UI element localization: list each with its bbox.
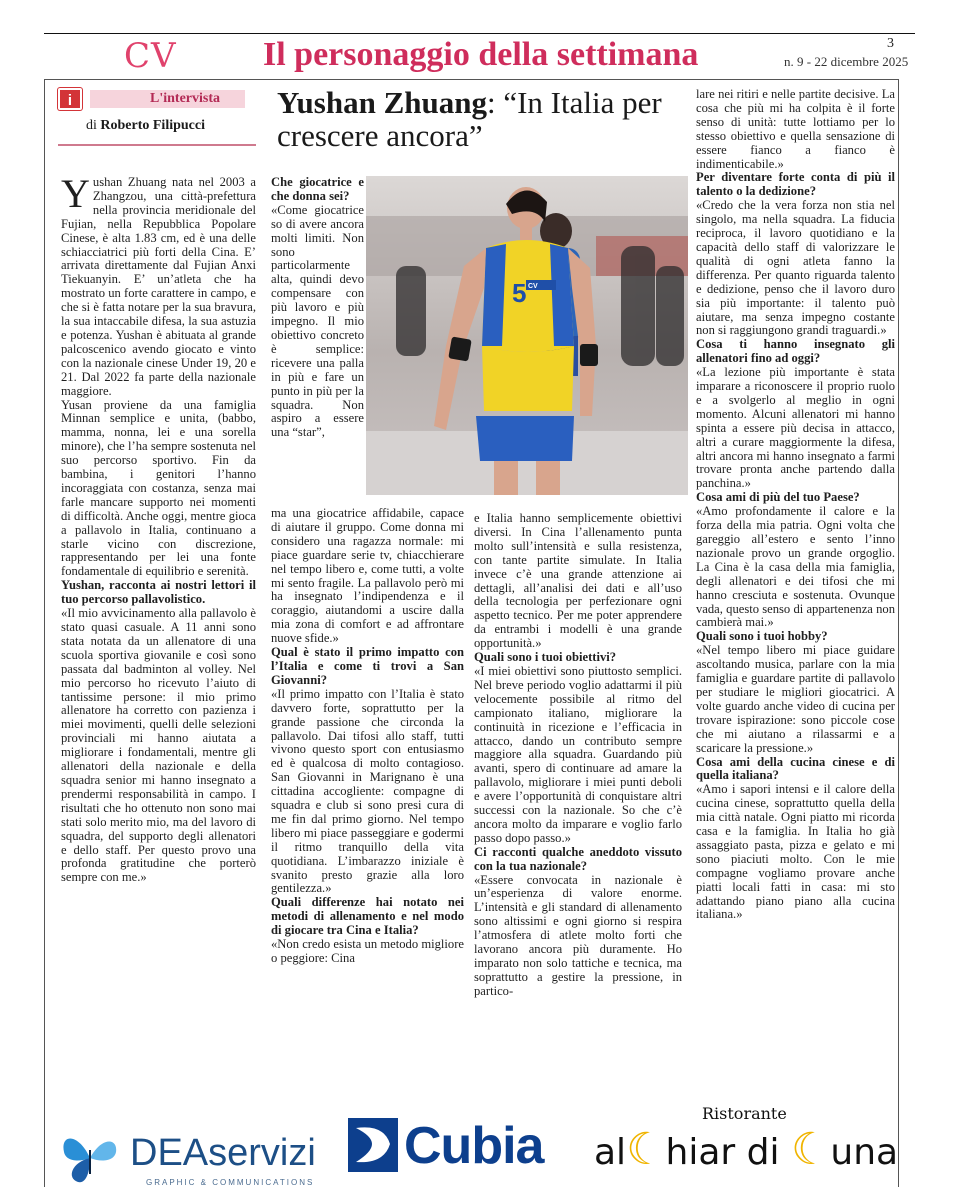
answer-paragraph: «Nel tempo libero mi piace guidare ascoltando musica, parlare con la mia famiglia e guardare partite di pallavolo per studiare le migliori giocatrici. A volte guardo anche video di cucina per trovare ispirazione: sono piccole cose che mi aiutano a rilassarmi e a scaricare la pressione.» — [696, 643, 895, 755]
byline-rule — [58, 144, 256, 146]
headline — [277, 86, 687, 152]
question-heading: Quali differenze hai notato nei metodi di allenamento e nel modo di giocare tra Cina e Italia? — [271, 895, 464, 938]
headline-name: Yushan Zhuang — [277, 85, 487, 120]
butterfly-icon — [58, 1128, 122, 1188]
sponsor-badge-1: CV — [528, 283, 538, 290]
question-heading: Per diventare forte conta di più il talento o la dedizione? — [696, 170, 895, 199]
question-heading: Quali sono i tuoi hobby? — [696, 629, 828, 644]
question-heading: Cosa ti hanno insegnato gli allenatori fino ad oggi? — [696, 337, 895, 366]
answer-paragraph: «I miei obiettivi sono piuttosto semplici. Nel breve periodo voglio adattarmi il più velocemente possibile al ritmo del campionato italiano, migliorare la continuità in ricezione e l’efficacia in attacco, dando un contributo sempre maggiore alla squadra. Guardando più avanti, spero di continuare ad amare la pallavolo, migliorare i miei punti deboli e avere l’opportunità di conquistare altri successi con la nazionale. So che c’è ancora molto da imparare e voglio farlo passo dopo passo.» — [474, 663, 682, 845]
answer-paragraph: ma una giocatrice affidabile, capace di aiutare il gruppo. Come donna mi considero una ragazza normale: mi piace guardare serie tv, chiacchierare nel tempo libero e, come tutti, a volte mi sento fragile. La pallavolo però mi ha insegnato l’indipendenza e il coraggio, aiutandomi a uscire dalla mia zona di comfort e ad affrontare nuove sfide.» — [271, 506, 464, 646]
answer-paragraph: «La lezione più importante è stata imparare a riconoscere il proprio ruolo e a svolgerlo al meglio in ogni momento. Alcuni allenatori mi hanno spinta a essere più decisa in attacco, altri a curare maggiormente la difesa, altri ancora mi hanno insegnato a farmi trovare pronta anche partendo dalla panchina.» — [696, 365, 895, 491]
answer-paragraph: «Credo che la vera forza non stia nel singolo, ma nella squadra. La fiducia reciproca, il lavoro quotidiano e la capacità dello staff di valorizzare le qualità di ogni atleta fanno la differenza. Per quanto riguarda talento e dedizione, penso che il lavoro duro sia più importante: il talento può aiutare, ma senza impegno costante non si raggiungono grandi traguardi.» — [696, 198, 895, 338]
frame-right — [898, 79, 899, 1187]
sponsor-3-part-3: una — [830, 1132, 899, 1173]
sponsor-3-part-2: hiar di — [665, 1132, 780, 1173]
sponsor-deaservizi — [58, 1118, 318, 1188]
section-title: Il personaggio della settimana — [263, 36, 699, 73]
cubia-logo-icon — [344, 1114, 402, 1176]
answer-paragraph: «Il mio avvicinamento alla pallavolo è stato quasi casuale. A 11 anni sono stata notata da un allenatore di una scuola sportiva giovanile e così sono passata dal badminton al volley. Nel mio percorso ho ricevuto l’aiuto di tantissime persone: il mio primo allenatore ha corretto con pazienza i miei movimenti, quelli delle selezioni provinciali mi hanno aiutata a migliorare i fondamentali, mentre gli allenatori della nazionale e della squadra senior mi hanno insegnato a prendermi responsabilità in campo. I risultati che ho ottenuto non sono mai stati solo merito mio, ma del lavoro di squadra, del supporto degli allenatori e dello staff. Per questo provo una profonda gratitudine che porterò sempre con me.» — [61, 606, 256, 885]
question-heading: Cosa ami della cucina cinese e di quella italiana? — [696, 754, 895, 783]
answer-paragraph: e Italia hanno semplicemente obiettivi diversi. In Cina l’allenamento punta molto sull’intensità e sulla resistenza, con tante partite simulate. In Italia invece c’è una grande attenzione ai dettagli, all’analisi dei dati e all’uso della tecnologia per perfezionare ogni aspetto tecnico. Per me poter apprendere da entrambi i modelli è una grande opportunità.» — [474, 511, 682, 651]
answer-paragraph: «Amo profondamente il calore e la forza della mia patria. Ogni volta che gareggio all’estero e sento l’inno nazionale provo un grande orgoglio. La Cina è la casa della mia famiglia, degli allenatori e dei tifosi che mi hanno cresciuta e sostenuta. Ovunque vada, questo senso di appartenenza non cambierà mai.» — [696, 504, 895, 630]
frame-left — [44, 79, 45, 1187]
answer-paragraph: «Amo i sapori intensi e il calore della cucina cinese, soprattutto quella della mia città natale. Ogni piatto mi ricorda casa e la famiglia. In Italia ho già assaggiato pasta, pizza e gelato e mi sono piaciuti molto. Con le mie compagne vogliamo provare anche piatti locali fatti in casa: mi sto adattando piano piano alla cucina italiana.» — [696, 782, 895, 922]
byline — [86, 118, 205, 134]
article-column-4 — [696, 88, 895, 922]
answer-paragraph: «Il primo impatto con l’Italia è stato davvero forte, soprattutto per la grande passione che circonda la pallavolo. Dai tifosi allo staff, tutti vivono questo sport con entusiasmo ed è qualcosa di molto contagioso. San Giovanni in Marignano è una cittadina accogliente: compagne di squadra e club si sono presi cura di me fin dal primo giorno. Nel tempo libero mi piace passeggiare e godermi il ritmo tranquillo della vita quotidiana. L’imbarazzo iniziale è svanito presto grazie alla loro gentilezza.» — [271, 686, 464, 896]
body-paragraph: Yusan proviene da una famiglia Minnan semplice e unita, (babbo, mamma, nonna, lei e una sorella minore), che l’ha sempre sostenuta nel suo percorso sportivo. Fin da bambina, i genitori l’hanno incoraggiata con costanza, senza mai farle mancare supporto nei momenti di difficoltà. Anche oggi, mentre gioca a pallavolo in Italia, continuano a starle vicino con discrezione, rappresentando per lei una fonte fondamentale di equilibrio e serenità. — [61, 397, 256, 579]
sponsor-3-label: Ristorante — [702, 1104, 787, 1123]
dropcap: Y — [61, 171, 90, 216]
jersey-number: 5 — [512, 278, 527, 308]
page-number: 3 — [887, 36, 894, 51]
article-column-2-lower — [271, 507, 464, 966]
info-icon: i — [58, 88, 82, 110]
article-column-1 — [61, 171, 256, 885]
frame-top — [44, 79, 899, 80]
intro-paragraph — [61, 171, 256, 399]
article-column-2 — [271, 176, 464, 440]
article-column-3 — [474, 512, 682, 999]
sponsor-3-name — [594, 1124, 898, 1175]
sponsor-1-tagline: GRAPHIC & COMMUNICATIONS — [146, 1178, 315, 1187]
cv-logo: CV — [124, 36, 177, 76]
byline-author: Roberto Filipucci — [100, 118, 205, 133]
answer-paragraph: «Essere convocata in nazionale è un’esperienza di valore enorme. L’intensità e gli standard di allenamento sono altissimi e ogni giorno si respira l’atmosfera di atlete molto forti che lavorano ancora più duramente. Ho imparato non solo tattiche e tecnica, ma soprattutto a gestire la pressione, in partico- — [474, 872, 682, 998]
kicker — [58, 86, 258, 112]
moon-l-icon: ☾ — [790, 1124, 831, 1175]
question-heading: Cosa ami di più del tuo Paese? — [696, 490, 860, 505]
header-rule — [44, 33, 915, 34]
answer-paragraph: lare nei ritiri e nelle partite decisive. La cosa che più mi ha colpita è il forte senso di unità: tutte lottiamo per lo stesso obiettivo e quella sensazione di essere fianco a fianco è indimenticabile.» — [696, 87, 895, 171]
moon-c-icon: ☾ — [626, 1124, 666, 1175]
sponsor-2-name: Cubia — [404, 1117, 544, 1175]
question-heading: Ci racconti qualche aneddoto vissuto con la tua nazionale? — [474, 844, 682, 873]
question-heading: Yushan, racconta ai nostri lettori il tuo percorso pallavolistico. — [61, 578, 256, 607]
answer-paragraph: «Come giocatrice so di avere ancora molti limiti. Non sono particolarmente alta, quindi devo compensare con più lavoro e più impegno. Il mio obiettivo concreto è semplice: ricevere una palla in più e fare un punto in più per la squadra. Non aspiro a essere una “star”, — [271, 202, 364, 440]
question-heading: Qual è stato il primo impatto con l’Italia e come ti trovi a San Giovanni? — [271, 645, 464, 687]
issue-date: n. 9 - 22 dicembre 2025 — [784, 54, 909, 69]
intro-text: ushan Zhuang nata nel 2003 a Zhangzou, una città-prefettura nella provincia meridionale del Fujian, nella Repubblica Popolare Cinese, è alta 1.83 cm, ed è una delle schiacciatrici più forti della Cina. E’ arrivata direttamente dal Fujian Anxi Tiekuanyin. E’ un’atleta che ha mostrato un forte carattere in campo, e che si è fatta notare per la sua bravura, la sua intaccabile difesa, la sua astuzia e potenza. Yushan è abituata al grande palcoscenico avendo giocato e vinto con la nazionale cinese Under 19, 20 e 21. Dal 2022 fa parte della nazionale maggiore. — [61, 175, 256, 398]
headline-rest: : “In Italia per crescere ancora” — [277, 85, 662, 153]
answer-paragraph: «Non credo esista un metodo migliore o peggiore: Cina — [271, 937, 464, 965]
kicker-label: L'intervista — [150, 91, 220, 106]
question-heading: Quali sono i tuoi obiettivi? — [474, 650, 617, 665]
sponsor-1-name: DEAservizi — [130, 1132, 316, 1174]
question-heading: Che giocatrice e che donna sei? — [271, 175, 364, 203]
sponsor-footer — [44, 1104, 915, 1192]
sponsor-3-part-1: al — [594, 1132, 627, 1173]
byline-prefix: di — [86, 118, 97, 133]
